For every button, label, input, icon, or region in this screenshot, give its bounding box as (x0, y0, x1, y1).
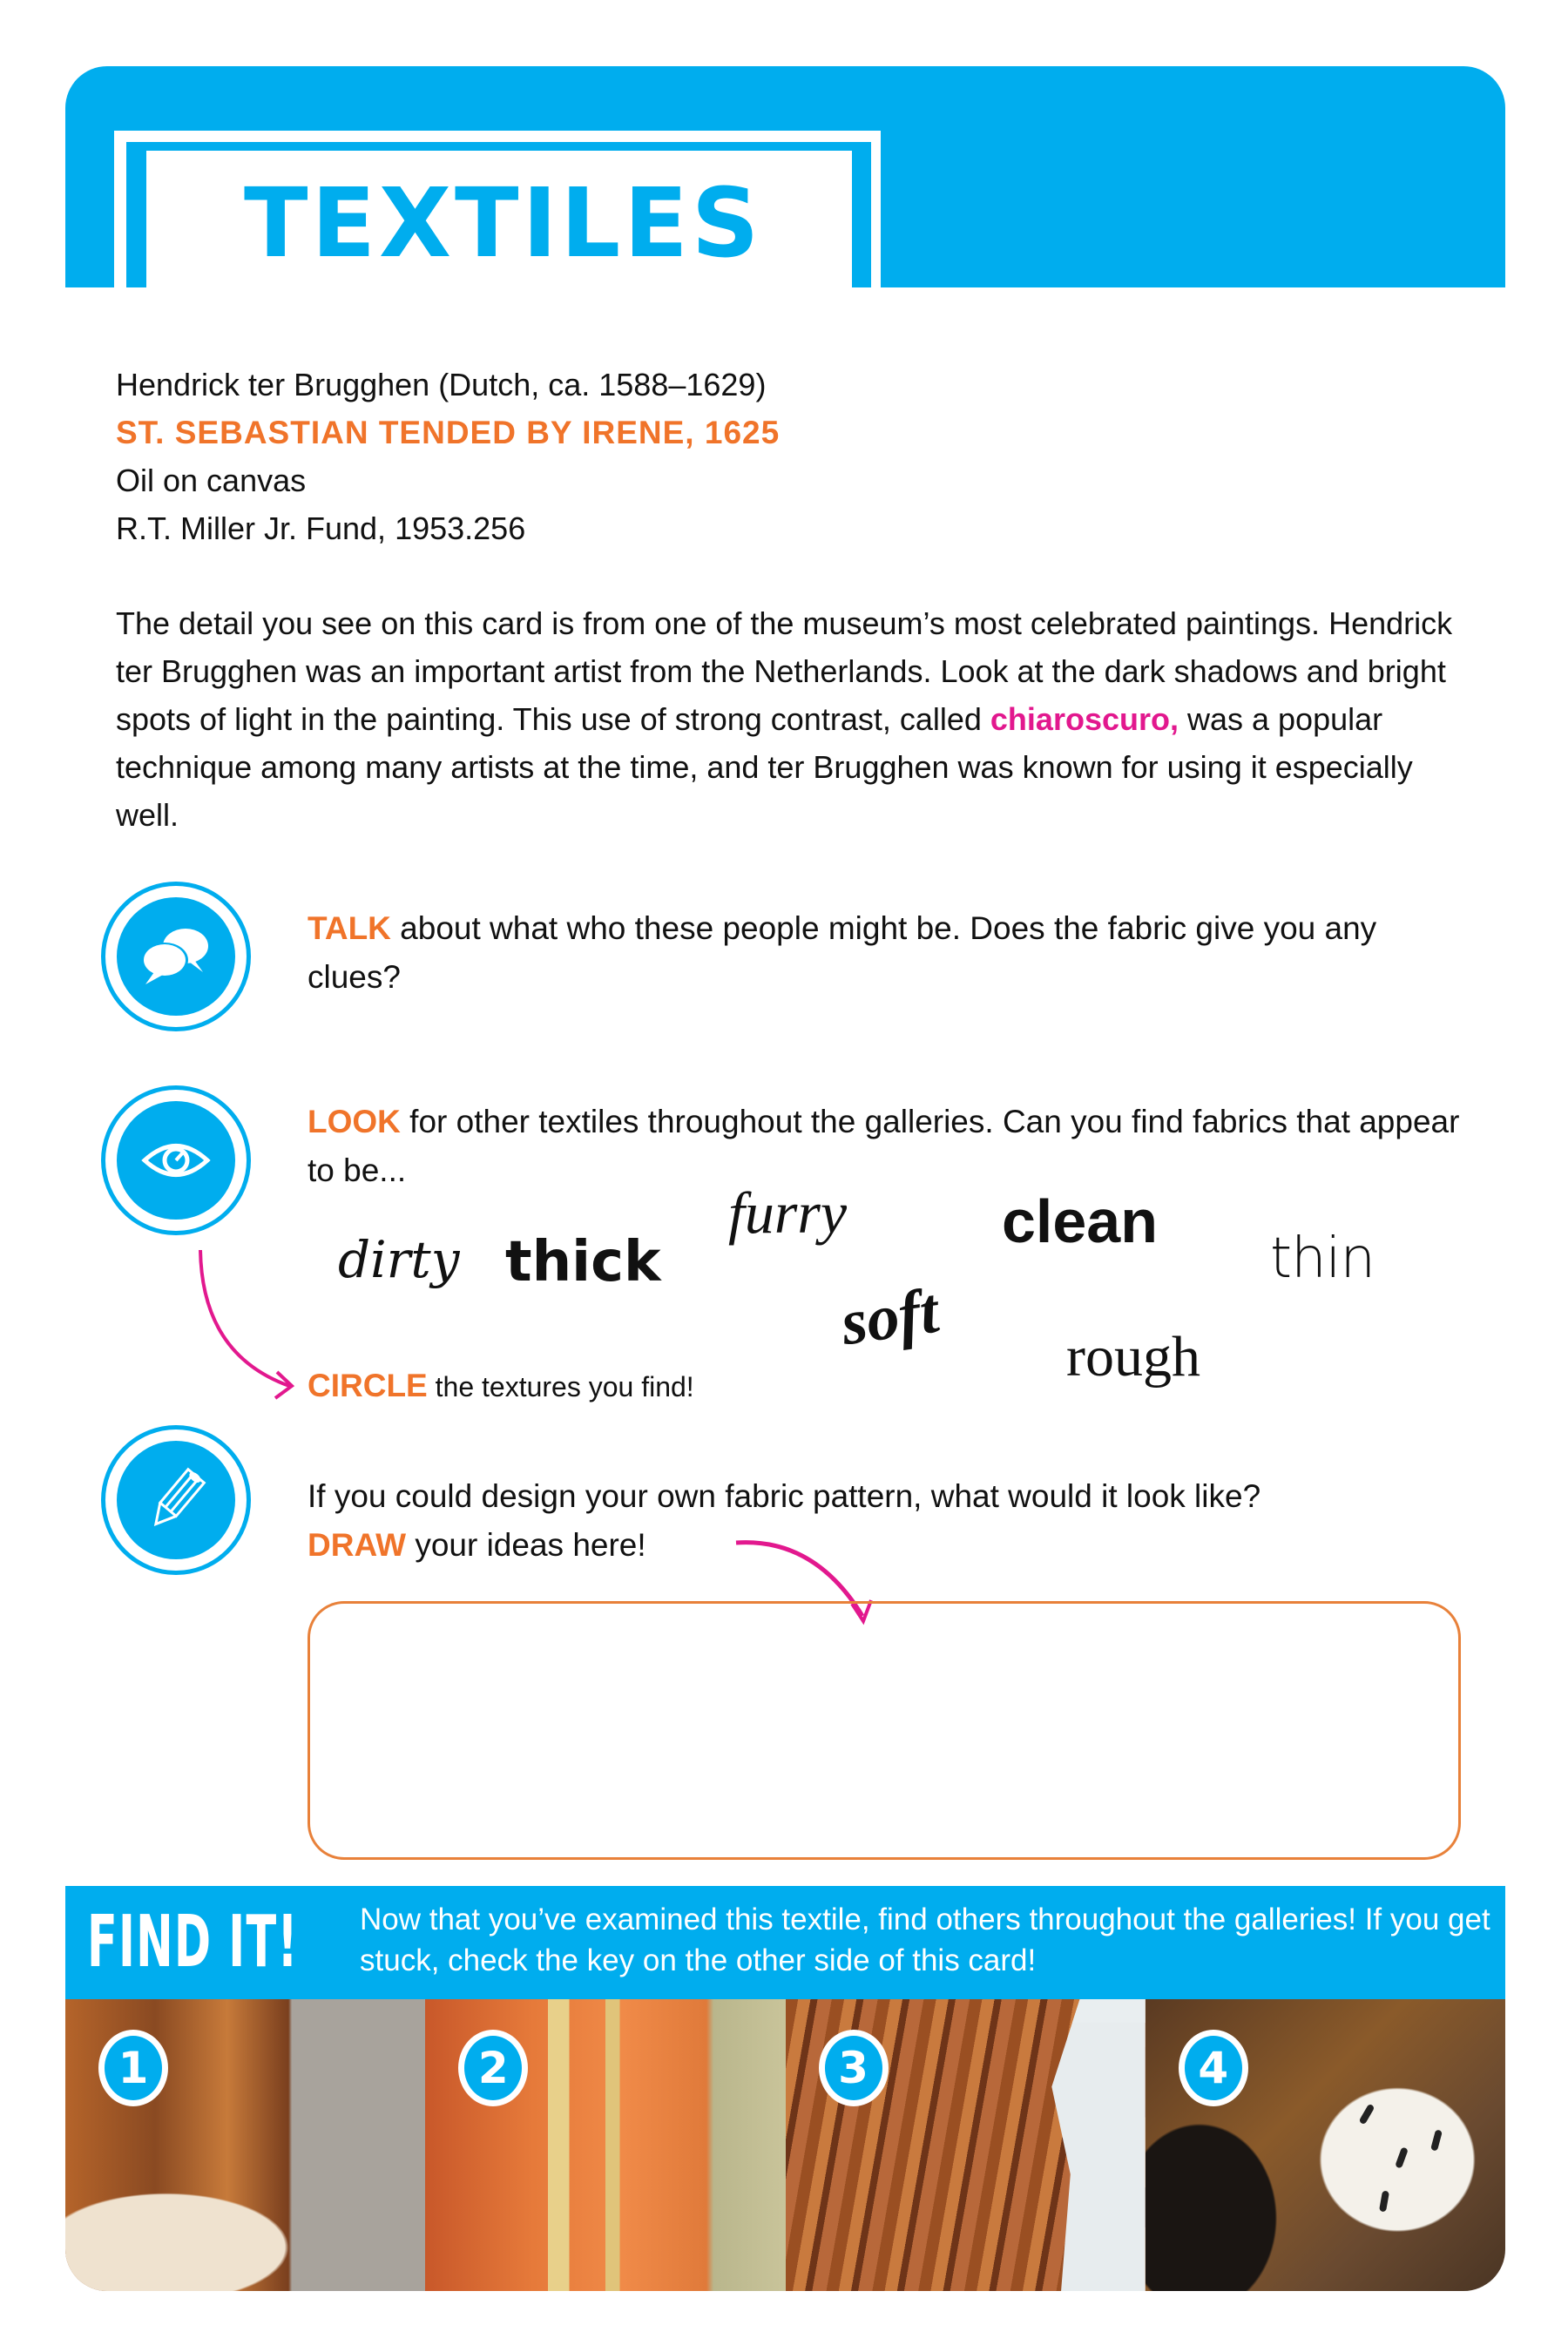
drawing-area[interactable] (308, 1601, 1461, 1860)
pencil-icon (141, 1465, 211, 1535)
speech-bubbles-icon (137, 922, 215, 991)
credit-line: R.T. Miller Jr. Fund, 1953.256 (116, 510, 526, 546)
panel-number: 2 (464, 2036, 522, 2100)
talk-prompt (308, 904, 1475, 1002)
find-it-panel-3[interactable] (786, 1999, 1146, 2291)
description-text-end: was a popular technique among many artists at the time, and ter Brugghen was known for using it especially well. (116, 701, 1413, 833)
description-text: The detail you see on this card is from one of the museum’s most celebrated paintings. Hendrick ter Brugghen was an important artist from the Netherlands. Look at the dark shadows and bright spots of light in the painting. This use of strong contrast, called (116, 605, 1453, 737)
draw-question: If you could design your own fabric pattern, what would it look like? (308, 1478, 1261, 1514)
eye-icon (141, 1139, 211, 1182)
look-prompt (308, 1098, 1475, 1195)
curved-arrow-icon (174, 1241, 305, 1407)
ermine-spot (1430, 2129, 1443, 2151)
talk-keyword: TALK (308, 910, 391, 946)
find-it-panels (65, 1999, 1505, 2291)
find-it-text: Now that you’ve examined this textile, find others throughout the galleries! If you get stuck, check the key on the other side of this card! (360, 1903, 1490, 1977)
draw-icon-badge (101, 1425, 251, 1575)
texture-word-thin[interactable]: thin (1270, 1227, 1375, 1291)
talk-icon-badge (101, 882, 251, 1031)
circle-keyword: CIRCLE (308, 1368, 428, 1403)
draw-text: your ideas here! (406, 1527, 646, 1563)
find-it-title: FIND IT! (87, 1901, 299, 1984)
look-icon-badge (101, 1085, 251, 1235)
look-keyword: LOOK (308, 1104, 401, 1139)
artist-line: Hendrick ter Brugghen (Dutch, ca. 1588–1629) (116, 367, 767, 402)
texture-word-dirty[interactable]: dirty (338, 1230, 460, 1289)
panel-number: 1 (105, 2036, 162, 2100)
panel-number: 3 (825, 2036, 882, 2100)
circle-prompt (308, 1368, 694, 1404)
look-text: for other textiles throughout the galleries. Can you find fabrics that appear to be... (308, 1104, 1460, 1188)
circle-text: the textures you find! (427, 1371, 694, 1402)
chiaroscuro-term: chiaroscuro, (990, 701, 1179, 737)
panel-number: 4 (1185, 2036, 1242, 2100)
find-it-panel-4[interactable] (1146, 1999, 1505, 2291)
medium-line: Oil on canvas (116, 463, 307, 498)
page-title: TEXTILES (244, 167, 763, 279)
panel-number-badge (1179, 2030, 1248, 2106)
find-it-panel-1[interactable] (65, 1999, 425, 2291)
texture-word-soft[interactable]: soft (836, 1274, 943, 1360)
ermine-spot (1358, 2104, 1375, 2126)
ermine-spot (1379, 2190, 1389, 2212)
description-paragraph (116, 599, 1475, 839)
texture-word-rough[interactable]: rough (1066, 1325, 1200, 1389)
panel-number-badge (819, 2030, 889, 2106)
texture-word-furry[interactable]: furry (728, 1179, 847, 1246)
artwork-title: ST. SEBASTIAN TENDED BY IRENE, 1625 (116, 415, 781, 450)
texture-word-thick[interactable]: thick (505, 1230, 661, 1294)
draw-prompt (308, 1472, 1475, 1570)
panel-number-badge (458, 2030, 528, 2106)
draw-keyword: DRAW (308, 1527, 407, 1563)
ermine-spot (1395, 2146, 1409, 2168)
texture-word-clean[interactable]: clean (1002, 1187, 1158, 1255)
talk-text: about what who these people might be. Does the fabric give you any clues? (308, 910, 1377, 995)
panel-number-badge (98, 2030, 168, 2106)
find-it-panel-2[interactable] (425, 1999, 785, 2291)
